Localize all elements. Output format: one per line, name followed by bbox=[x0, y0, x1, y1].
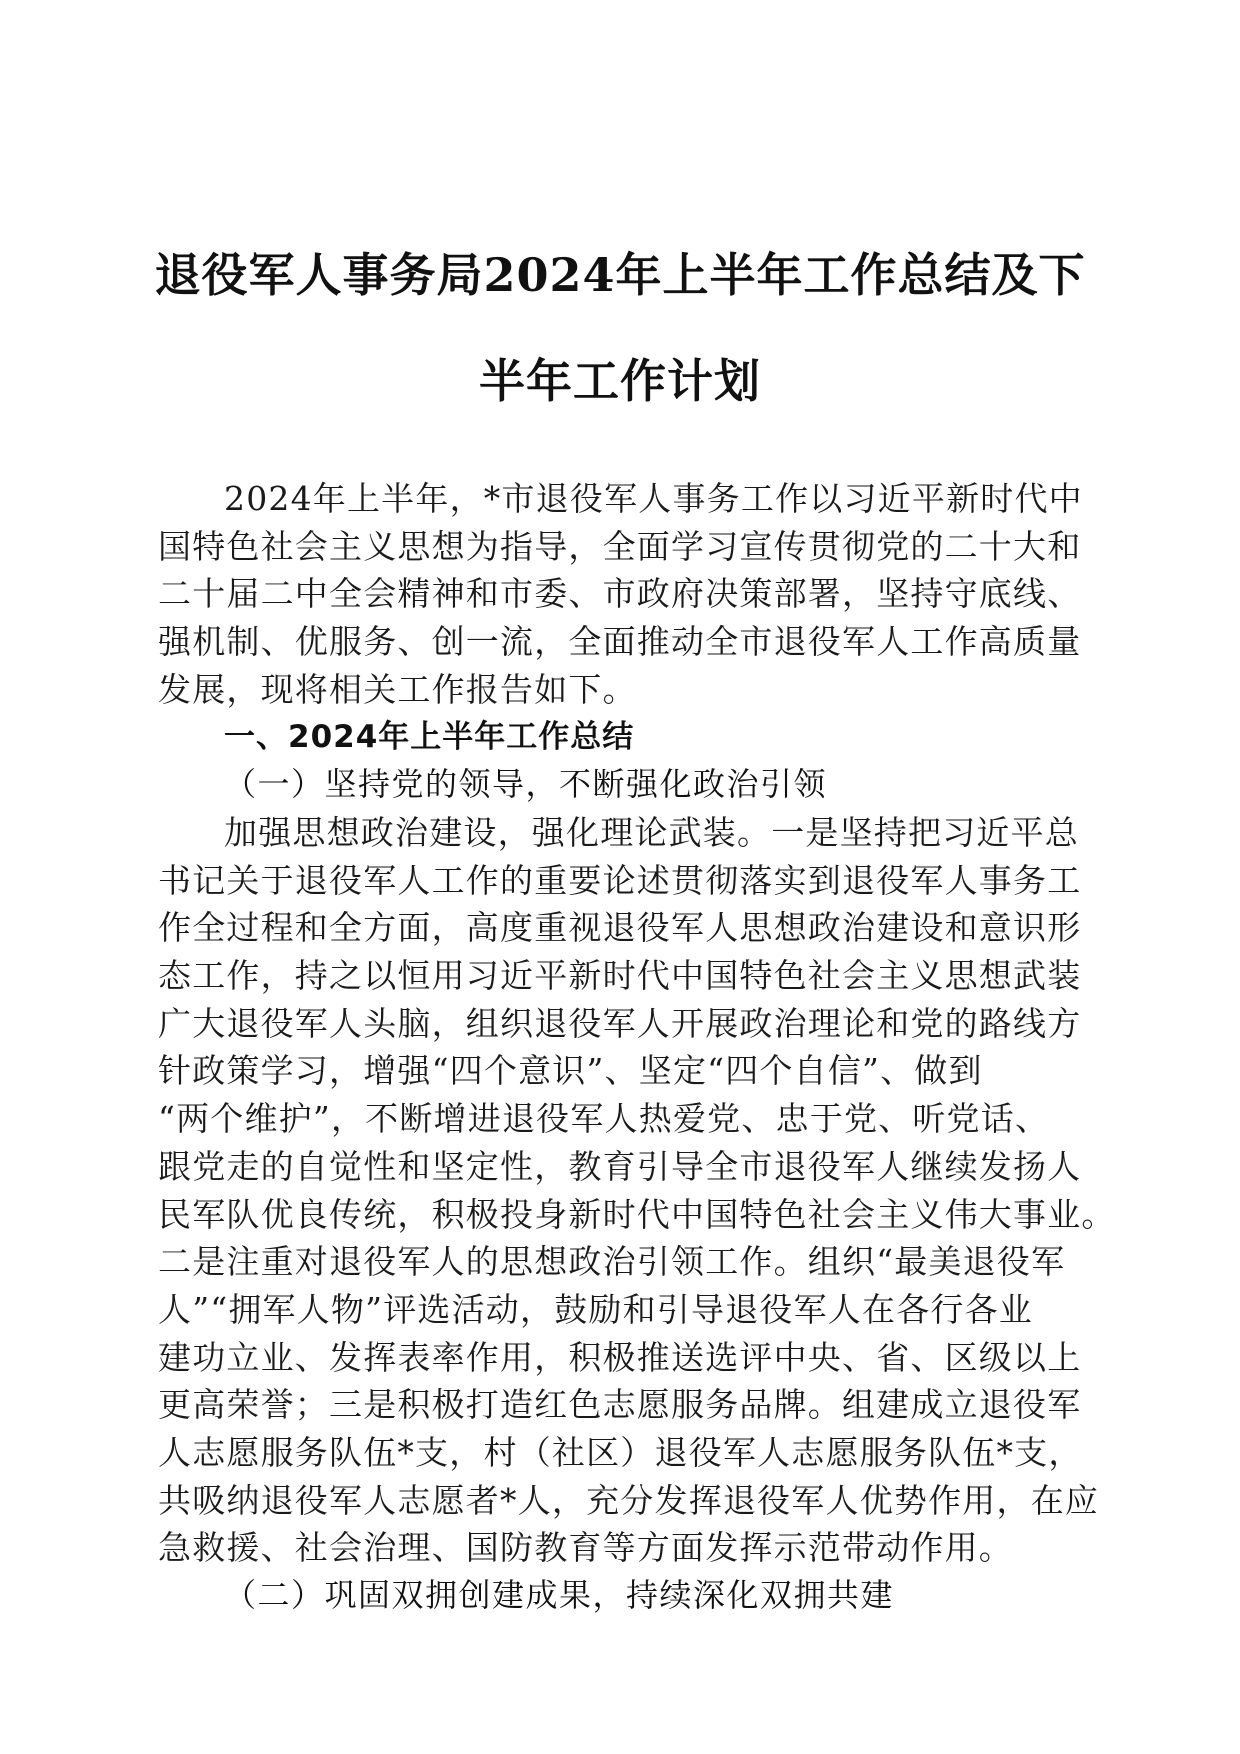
subsection-1-heading: （一）坚持党的领导，不断强化政治引领 bbox=[224, 765, 828, 804]
paragraph-line: 人志愿服务队伍*支，村（社区）退役军人志愿服务队伍*支， bbox=[158, 1433, 1083, 1473]
document-title bbox=[150, 222, 1090, 434]
paragraph-line: 书记关于退役军人工作的重要论述贯彻落实到退役军人事务工 bbox=[158, 860, 1082, 900]
intro-line: 发展，现将相关工作报告如下。 bbox=[158, 669, 637, 709]
intro-line: 国特色社会主义思想为指导，全面学习宣传贯彻党的二十大和 bbox=[158, 526, 1082, 566]
paragraph-line: 共吸纳退役军人志愿者*人，充分发挥退役军人优势作用，在应 bbox=[158, 1480, 1100, 1520]
paragraph-line: 更高荣誉；三是积极打造红色志愿服务品牌。组建成立退役军 bbox=[158, 1385, 1082, 1425]
paragraph-line: 二是注重对退役军人的思想政治引领工作。组织“最美退役军 bbox=[158, 1242, 1066, 1282]
intro-line: 2024年上半年，*市退役军人事务工作以习近平新时代中 bbox=[224, 479, 1083, 518]
paragraph-line: 跟党走的自觉性和坚定性，教育引导全市退役军人继续发扬人 bbox=[158, 1146, 1082, 1186]
subsection-1-paragraph bbox=[158, 809, 1116, 1572]
intro-line: 二十届二中全会精神和市委、市政府决策部署，坚持守底线、 bbox=[158, 574, 1082, 614]
intro-paragraph bbox=[158, 475, 1083, 714]
paragraph-line: 人”“拥军人物”评选活动，鼓励和引导退役军人在各行各业 bbox=[158, 1289, 1034, 1329]
paragraph-line: 广大退役军人头脑，组织退役军人开展政治理论和党的路线方 bbox=[158, 1003, 1082, 1043]
title-line-1: 退役军人事务局2024年上半年工作总结及下 bbox=[154, 248, 1086, 302]
intro-line: 强机制、优服务、创一流，全面推动全市退役军人工作高质量 bbox=[158, 622, 1082, 662]
subsection-2-heading: （二）巩固双拥创建成果，持续深化双拥共建 bbox=[224, 1576, 895, 1615]
paragraph-line: 态工作，持之以恒用习近平新时代中国特色社会主义思想武装 bbox=[158, 956, 1082, 996]
section-1-heading: 一、2024年上半年工作总结 bbox=[224, 718, 635, 755]
paragraph-line: 加强思想政治建设，强化理论武装。一是坚持把习近平总 bbox=[224, 812, 1079, 852]
paragraph-line: “两个维护”，不断增进退役军人热爱党、忠于党、听党话、 bbox=[158, 1099, 1050, 1139]
paragraph-line: 针政策学习，增强“四个意识”、坚定“四个自信”、做到 bbox=[158, 1051, 983, 1091]
title-line-2: 半年工作计划 bbox=[479, 354, 761, 408]
paragraph-line: 民军队优良传统，积极投身新时代中国特色社会主义伟大事业。 bbox=[158, 1194, 1116, 1234]
paragraph-line: 作全过程和全方面，高度重视退役军人思想政治建设和意识形 bbox=[158, 908, 1082, 948]
document-body bbox=[158, 475, 1116, 1620]
paragraph-line: 建功立业、发挥表率作用，积极推送选评中央、省、区级以上 bbox=[158, 1337, 1082, 1377]
paragraph-line: 急救援、社会治理、国防教育等方面发挥示范带动作用。 bbox=[158, 1528, 1013, 1568]
